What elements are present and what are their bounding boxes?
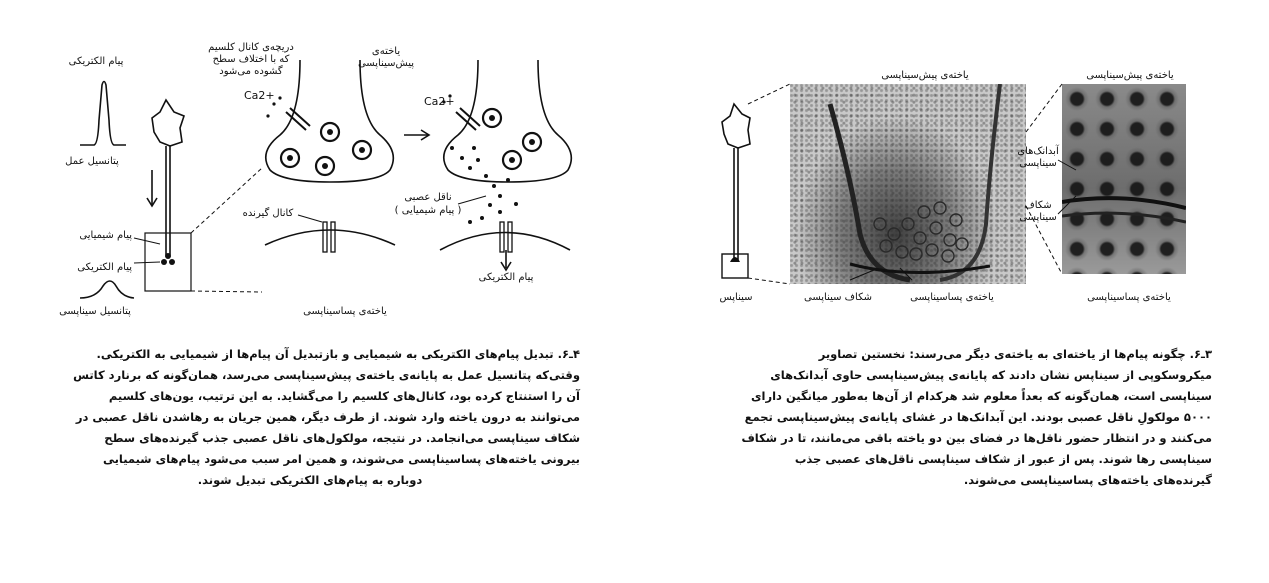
right-caption-line: گیرنده‌های یاخته‌های پساسیناپسی می‌شوند. (963, 473, 1212, 487)
left-caption-line: ۴ـ۶. تبدیل پیام‌های الکتریکی به شیمیایی و بازتبدیل آن پیام‌ها از شیمیایی به الکتریکی. (96, 347, 580, 361)
right-caption (706, 344, 1212, 491)
label-neurotransmitter-2: ( پیام شیمیایی ) (394, 205, 462, 216)
label-action-potential: پتانسیل عمل (65, 156, 119, 167)
left-caption-line: آن را استنتاج کرده بود، کانال‌های کلسیم را می‌گشاید. به این ترتیب، یون‌های کلسیم (108, 389, 580, 403)
right-caption-line: می‌کنند و در انتظار حضور ناقل‌ها در فضای بین دو یاخته باقی می‌مانند، تا در شکاف (741, 431, 1212, 445)
neuron-soma-right (722, 104, 750, 148)
label-synaptic-cleft: شکاف سیناپسی (804, 292, 872, 303)
left-caption-line: دوباره به پیام‌های الکتریکی تبدیل شوند. (197, 473, 423, 487)
label-ca-ion-2: Ca2+ (424, 95, 455, 108)
label-vesicles-2: سیناپسی (1019, 158, 1057, 169)
label-calcium-channel-3: گشوده می‌شود (219, 66, 283, 77)
label-calcium-channel-2: که با اختلاف سطح (212, 54, 290, 65)
right-caption-line: میکروسکوپی از سیناپس نشان دادند که پایانه‌ی پیش‌سیناپسی حاوی آبدانک‌های (770, 368, 1212, 382)
label-synaptic-potential: پتانسیل سیناپسی (59, 306, 131, 317)
label-electric-signal-mid: پیام الکتریکی (77, 262, 132, 273)
label-cleft-2: سیناپسی (1019, 212, 1057, 223)
label-synapse: سیناپس (719, 292, 753, 303)
label-neurotransmitter-1: ناقل عصبی (404, 192, 452, 203)
left-caption-line: وقتی‌که پتانسیل عمل به پایانه‌ی یاخته‌ی پیش‌سیناپسی می‌رسد، همان‌گونه که برنارد کاتس (73, 368, 580, 382)
right-caption-line: ۳ـ۶. چگونه پیام‌ها از یاخته‌ای به یاخته‌ی دیگر می‌رسند: نخستین تصاویر (818, 347, 1212, 361)
label-postsynaptic: یاخته‌ی پساسیناپسی (303, 306, 387, 317)
label-presynaptic-right: یاخته‌ی پیش‌سیناپسی (1086, 70, 1174, 81)
label-presynaptic-2: پیش‌سیناپسی (357, 58, 415, 69)
left-caption-line: بیرونی یاخته‌های پساسیناپسی می‌شوند، و همین امر سبب می‌شود پیام‌های شیمیایی (102, 452, 580, 466)
right-caption-line: سیناپسی است، همان‌گونه که بعداً معلوم شد هرکدام از آن‌ها به‌طور میانگین دارای (751, 389, 1212, 403)
label-postsynaptic-right: یاخته‌ی پساسیناپسی (1087, 292, 1171, 303)
right-caption-line: سیناپسی رها شوند. پس از عبور از شکاف سیناپسی ناقل‌های عصبی جذب (794, 452, 1212, 466)
left-caption-line: شکاف سیناپسی می‌انجامد. در نتیجه، مولکول‌های ناقل عصبی جذب گیرنده‌های سطح (104, 431, 580, 445)
right-caption-line: ۵۰۰۰ مولکولِ ناقل عصبی بودند. این آبدانک‌ها در غشای پایانه‌ی پیش‌سیناپسی تجمع (744, 410, 1212, 424)
label-calcium-channel-1: دریچه‌ی کانال کلسیم (208, 42, 294, 53)
label-electric-signal-top: پیام الکتریکی (68, 56, 124, 67)
label-ca-ion-1: Ca2+ (244, 89, 275, 102)
label-presynaptic-top: یاخته‌ی پیش‌سیناپسی (881, 70, 969, 81)
label-presynaptic-1: یاخته‌ی (371, 46, 401, 57)
label-postsynaptic-bottom: یاخته‌ی پساسیناپسی (910, 292, 994, 303)
left-caption (40, 344, 580, 491)
label-chemical-signal: پیام شیمیایی (79, 230, 132, 241)
label-cleft-1: شکاف (1024, 200, 1052, 211)
label-electric-signal-bottom: پیام الکتریکی (478, 272, 534, 283)
left-caption-line: می‌توانند به درون یاخته وارد شوند. از طرف دیگر، همین جریان به رهاشدن ناقل عصبی در (75, 410, 580, 424)
label-receptor-channel: کانال گیرنده (242, 208, 294, 219)
label-vesicles-1: آبدانک‌های (1017, 146, 1059, 157)
